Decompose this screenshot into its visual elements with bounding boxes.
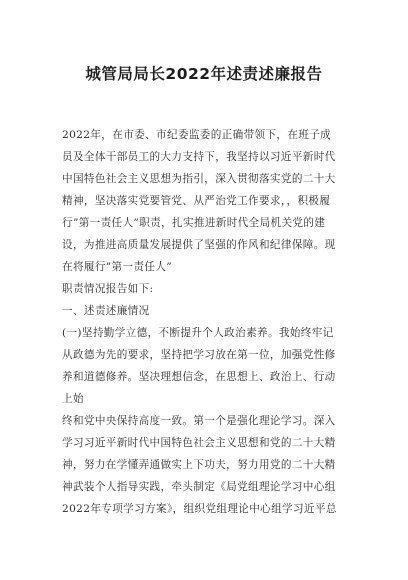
document-title: 城管局局长2022年述责述廉报告 — [85, 65, 323, 83]
body-line: 设，为推进高质量发展提供了坚强的作风和纪律保障。现 — [62, 239, 336, 251]
body-line: 员及全体干部员工的大力支持下，我坚持以习近平新时代 — [62, 151, 336, 163]
body-line: 养和道德修养。坚决理想信念，在思想上、政治上、行动 — [62, 371, 336, 383]
body-line: (一)坚持勤学立德，不断提升个人政治素养。我始终牢记 — [62, 327, 334, 339]
section-heading: 一、述责述廉情况 — [62, 305, 150, 317]
body-line: 在将履行”第一责任人” — [62, 261, 173, 273]
body-line: 职责情况报告如下: — [62, 283, 154, 295]
body-line: 神武装个人指导实践，牵头制定《局党组理论学习中心组 — [62, 481, 336, 493]
body-line: 2022年专项学习方案》，组织党组理论中心组学习近平总 — [62, 503, 337, 515]
body-line: 从政德为先的要求，坚持把学习放在第一位，加强党性修 — [62, 349, 336, 361]
body-line: 学习习近平新时代中国特色社会主义思想和党的二十大精 — [62, 437, 336, 449]
body-line: 神，努力在学懂弄通做实上下功夫，努力用党的二十大精 — [62, 459, 336, 471]
body-line: 精神，坚决落实党要管党、从严治党工作要求，，积极履 — [62, 195, 331, 207]
body-line: 行”第一责任人”职责，扎实推进新时代全局机关党的建 — [62, 217, 326, 229]
body-line: 上始 — [62, 393, 84, 405]
body-line: 终和党中央保持高度一致。第一个是强化理论学习。深入 — [62, 415, 336, 427]
body-line: 中国特色社会主义思想为指引，深入贯彻落实党的二十大 — [62, 173, 336, 185]
body-line: 2022年，在市委、市纪委监委的正确带领下，在班子成 — [62, 129, 332, 141]
